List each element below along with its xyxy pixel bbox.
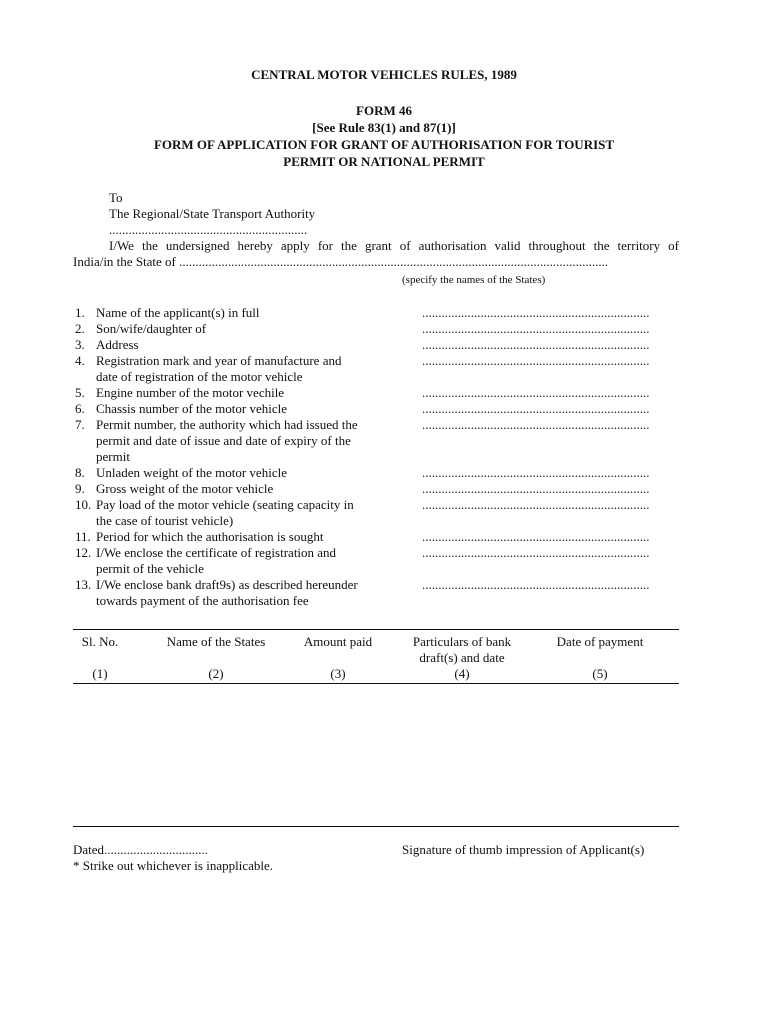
item-label: the case of tourist vehicle) — [96, 513, 234, 528]
table-top-rule — [73, 629, 679, 630]
item-blank-field: ...................................................................... — [422, 577, 650, 592]
item-number: 12. — [75, 545, 92, 560]
column-header: Sl. No. — [81, 634, 119, 649]
authority-blank: ............................................................. — [109, 222, 308, 237]
dated-field: Dated................................ — [73, 842, 209, 857]
item-blank-field: ...................................................................... — [422, 417, 650, 432]
item-label: Unladen weight of the motor vehicle — [96, 465, 287, 480]
item-number: 3. — [75, 337, 85, 352]
item-number: 5. — [75, 385, 85, 400]
column-header: Amount paid — [303, 634, 373, 649]
item-blank-field: ...................................................................... — [422, 481, 650, 496]
item-blank-field: ...................................................................... — [422, 337, 650, 352]
item-number: 11. — [75, 529, 91, 544]
column-number: (2) — [208, 666, 224, 681]
item-label: Son/wife/daughter of — [96, 321, 207, 336]
item-blank-field: ...................................................................... — [422, 529, 650, 544]
item-blank-field: ...................................................................... — [422, 497, 650, 512]
column-header: Particulars of bank — [412, 634, 512, 649]
column-header: Name of the States — [166, 634, 266, 649]
item-label: permit of the vehicle — [96, 561, 204, 576]
column-number: (3) — [330, 666, 346, 681]
item-blank-field: ...................................................................... — [422, 465, 650, 480]
item-label: Period for which the authorisation is sought — [96, 529, 324, 544]
rule-reference: [See Rule 83(1) and 87(1)] — [312, 120, 456, 135]
to-label: To — [109, 190, 123, 205]
specify-states-note: (specify the names of the States) — [402, 274, 546, 286]
item-label: towards payment of the authorisation fee — [96, 593, 309, 608]
column-number: (5) — [592, 666, 608, 681]
column-number: (4) — [454, 666, 470, 681]
item-label: I/We enclose bank draft9s) as described hereunder — [96, 577, 358, 592]
form-title-line-2: PERMIT OR NATIONAL PERMIT — [283, 154, 485, 169]
table-header-rule — [73, 683, 679, 684]
item-label: Name of the applicant(s) in full — [96, 305, 260, 320]
item-blank-field: ...................................................................... — [422, 305, 650, 320]
form-number: FORM 46 — [356, 103, 412, 118]
item-number: 9. — [75, 481, 85, 496]
item-label: I/We enclose the certificate of registration and — [96, 545, 337, 560]
item-label: permit and date of issue and date of expiry of the — [96, 433, 351, 448]
item-number: 6. — [75, 401, 85, 416]
item-label: Permit number, the authority which had issued the — [96, 417, 358, 432]
item-number: 7. — [75, 417, 85, 432]
item-label: Engine number of the motor vechile — [96, 385, 285, 400]
footer-rule — [73, 826, 679, 827]
item-label: Pay load of the motor vehicle (seating capacity in — [96, 497, 354, 512]
item-blank-field: ...................................................................... — [422, 545, 650, 560]
item-number: 4. — [75, 353, 85, 368]
item-label: Registration mark and year of manufacture and — [96, 353, 342, 368]
rules-title: CENTRAL MOTOR VEHICLES RULES, 1989 — [251, 67, 517, 82]
item-label: Address — [96, 337, 139, 352]
authority-name: The Regional/State Transport Authority — [109, 206, 316, 221]
form-title-line-1: FORM OF APPLICATION FOR GRANT OF AUTHORISATION FOR TOURIST — [153, 137, 615, 152]
item-blank-field: ...................................................................... — [422, 353, 650, 368]
application-paragraph-line-1: I/We the undersigned hereby apply for the grant of authorisation valid throughout the territory of — [109, 238, 679, 253]
item-number: 8. — [75, 465, 85, 480]
application-paragraph-line-2: India/in the State of .................................................................................................................................... — [73, 254, 609, 269]
strike-out-note: * Strike out whichever is inapplicable. — [73, 858, 274, 873]
item-label: Chassis number of the motor vehicle — [96, 401, 287, 416]
item-number: 1. — [75, 305, 85, 320]
item-label: Gross weight of the motor vehicle — [96, 481, 274, 496]
signature-label: Signature of thumb impression of Applicant(s) — [402, 842, 645, 857]
column-header-line-2: draft(s) and date — [419, 650, 505, 665]
item-label: date of registration of the motor vehicle — [96, 369, 303, 384]
item-label: permit — [96, 449, 130, 464]
item-number: 13. — [75, 577, 92, 592]
item-blank-field: ...................................................................... — [422, 385, 650, 400]
column-header: Date of payment — [556, 634, 644, 649]
item-number: 2. — [75, 321, 85, 336]
item-blank-field: ...................................................................... — [422, 321, 650, 336]
item-blank-field: ...................................................................... — [422, 401, 650, 416]
item-number: 10. — [75, 497, 92, 512]
column-number: (1) — [92, 666, 108, 681]
